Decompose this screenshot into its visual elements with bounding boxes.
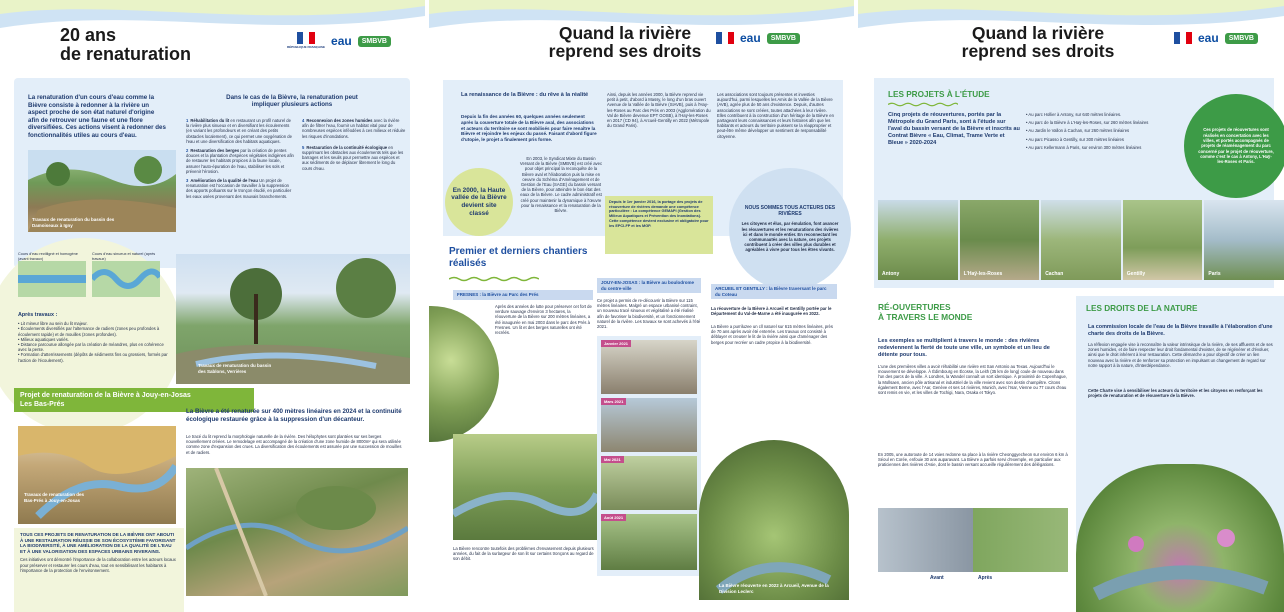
monde-text: L'une des premières villes a avoir réhabilité une rivière est San Antonio au Texas. Aujourd'hui le mouvement se développe. À Édimbourg en Écosse, la Leith (35 km de long) coule de nouveau dans l'un des parcs de la ville. À Londres, la Wandel connaît un sort identique. À proximité de Copenhague, la Mollsaen, ancien pôle artisanal et industriel de la ville revient avec son destin champêtre. Citons également Berne, avec l'Aar, Genève et ses 14 rivières, Munich, avec l'Isar, Vienne ou 77 cours d'eau sont remis en vie, et les villes de Tochigi, Nara, Osaka et Tokyo. xyxy=(878,364,1067,396)
action-item: 1 Réhabilitation du lit en restaurant un profil naturel de la rivière plus sinueux et en diversifiant les écoulements (en variant les profondeurs et en créant des petits obstacles localement), ce qui permet une oxygénation de l'eau et une diversification des habitats aquatiques. xyxy=(186,118,292,144)
list-item: • Au parc Hollier à Antony, sur 640 mètres linéaires. xyxy=(1026,112,1176,117)
arcueil-text-2: La Bièvre a purriluzee un cll naturel sur 615 mètres linéaires, près de 70 ans après avoir été enterrée. Les travaux ont consisté à déblayer et creuser le lit de la rivière ainsi que d'aménager des berges pour recréer un cadre propice à la biodiversité. xyxy=(711,324,833,345)
apres-label: Après xyxy=(978,575,993,581)
diagram-after: Cours d'eau sinueux et naturel (après travaux) xyxy=(92,252,160,302)
action-item: 3 Amélioration de la qualité de l'eau Un projet de renaturation est l'occasion de travailler à la suppression des apports polluants sur le tronçon étudié, en particulier les eaux usées provenant des mauvais branchements. xyxy=(186,178,292,199)
partner-logos xyxy=(716,32,800,44)
republique-logo xyxy=(1174,32,1192,44)
photo-caption: Travaux de renaturation du bassin des Sablons, Verrières xyxy=(198,363,272,374)
monde-lead: Les exemples se multiplient à travers le monde : des rivières redeviennent la fierté de toute une ville, un symbole et un lieu de détente pour tous. xyxy=(878,338,1050,358)
meander-diagram xyxy=(18,252,168,363)
photo-caption: Travaux de renaturation des Bas-Prés à Jouy-en-Josas xyxy=(24,492,85,503)
list-item: • Écoulements diversifiés par l'alternance de radiers (zones peu profondes à écoulement rapide) et de mouilles (zones profondes). xyxy=(18,326,168,336)
page-title: Quand la rivière reprend ses droits xyxy=(548,23,702,62)
action-item: 2 Restauration des berges par la création de pentes douces et la plantation d'espèces végétales indigènes afin de restaurer les habitats propices à la faune locale, assurer l'auto-épuration de l'eau, stabiliser les sols et prévenir l'érosion. xyxy=(186,148,294,174)
list-item: • Lit mineur libre au sein du lit majeur. xyxy=(18,321,168,326)
photo-antony: Antony xyxy=(878,200,958,280)
col3-text: Les associations sont toujours présentes et investies aujourd'hui, parmi lesquelles les Amis de la Vallée de la Bièvre (AVB), agrée plus de 50 ans d'existence. Depuis, d'autres associations se sont créées, toutes attachées à leur rivière. Elles contribuent à la construction d'un héritage de la Bièvre en partageant leurs connaissances et leurs histoires afin que les habitants et acteurs du territoire puissent se la réapproprier et peut-être même développer un sentiment de responsabilité citoyenne. xyxy=(717,92,834,139)
actions-col-1 xyxy=(186,118,294,199)
renaissance-text: Depuis la fin des années 60, quelques années seulement après la couverture totale de la Bièvre aval, des associations et acteurs du territoire se sont mobilisés pour faire renaître la Bièvre et rejoindre les enjeux du passé. Faisant d'abord figure d'utopie, le projet a finalement pris forme. xyxy=(461,114,597,143)
col2-text: Ainsi, depuis les années 2000, la Bièvre reprend vie petit à petit, d'abord à Massy, le long d'un bras ouvert Avenue de la Vallée de la Bièvre (SIAVB), puis à l'Hay-les-Roses au Parc des Prés en 2003 (Agglomération du Val de Bièvre devenue EPT GOSB), à l'Haÿ-les-Roses en 2017 (CD 94), à Arcueil-Gentilly en 2022 (Métropole du Grand Paris). xyxy=(607,92,711,129)
photo-sablons xyxy=(176,254,410,384)
smbvb-logo: SMBVB xyxy=(1225,33,1258,44)
timeline-photos xyxy=(597,336,701,576)
droits-text: La réflexion engagée vise à reconnaître la valeur intrinsèque de la rivière, de ses affluents et de ses zones humides, et de faire respecter leur droit fondamental d'exister, de se régénérer et d'évoluer, ainsi que le droit inhérent à leur restauration. Cette démarche a pour objectif de créer un lien nouveau avec la rivière et de renforcer sa protection en impulsant un changement de regard sur notre rapport à la nature, d'interdépendance. xyxy=(1088,342,1273,368)
title-line-1: 20 ans xyxy=(60,25,117,45)
acteurs-title: NOUS SOMMES TOUS ACTEURS DES RIVIÈRES xyxy=(744,205,836,218)
droits-heading: LES DROITS DE LA NATURE xyxy=(1086,304,1198,313)
acteurs-circle xyxy=(729,168,851,290)
list-item: • Distance parcourue allongée par la création de méandres, plus en cohérence avec la pente. xyxy=(18,342,168,352)
photo-paris: Paris xyxy=(1204,200,1284,280)
project-text: Le tracé du lit reprend la morphologie naturelle de la rivière. Des hélophytes sont plantées sur ses berges nouvellement créées. Le remodelage est accompagné de la création d'une zone humide de 8000m² qui sera utilisée comme zone d'expansion des crues. La diversification des écoulements est assurée par une succession de mouilles et de radiers. xyxy=(186,434,402,455)
diagram-before: Cours d'eau rectiligné et homogène (avant travaux) xyxy=(18,252,86,302)
concertation-circle: Ces projets de réouvertures sont réalisés en concertation avec les villes, et portés accompagnés de projets de réaménagement du parc concerné par le projet de réouverture, comme c'est le cas à Antony, L'Haÿ-les-Roses et Paris. xyxy=(1184,94,1284,198)
photo-fresnes-river xyxy=(453,434,597,540)
partner-logos xyxy=(1174,32,1258,44)
photo-lhay: L'Haÿ-les-Roses xyxy=(960,200,1040,280)
photo-gentilly: Gentilly xyxy=(1123,200,1203,280)
panel-20-ans xyxy=(0,0,425,612)
action-item: 4 Reconnexion des zones humides avec la rivière afin de filtrer l'eau, fournir un habitat vital pour de nombreuses espèces inféodées à ces milieux et réduire les risques d'inondations. xyxy=(302,118,406,139)
date-label: Mai 2021 xyxy=(601,456,624,463)
after-heading: Après travaux : xyxy=(18,312,58,319)
avant-label: Avant xyxy=(930,575,944,581)
list-item: • Au parc Kellermann à Paris, sur environ 300 mètres linéaires xyxy=(1026,145,1176,150)
page-title: Quand la rivière reprend ses droits xyxy=(961,23,1115,62)
etude-lead: Cinq projets de réouvertures, portés par la Métropole du Grand Paris, sont à l'étude sur l'aval du bassin versant de la Bièvre et inscrits au Contrat Bièvre « Eau, Climat, Trame Verte et Bleue » 2020-2024 xyxy=(888,112,1020,146)
wave-divider xyxy=(449,276,539,282)
jouy-tag: JOUY-EN-JOSAS : la Bièvre au boulodrome du centre-ville xyxy=(597,278,701,293)
after-list xyxy=(18,321,168,363)
list-item: • Au parc Picasso à Gentilly, sur 300 mètres linéaires xyxy=(1026,137,1176,142)
photo-mar-2021 xyxy=(601,398,697,452)
arcueil-text: La réouverture de la Bièvre à Arcueil et Gentilly portée par le Département du Val-de-Marne a été inaugurée en 2022. xyxy=(711,306,832,317)
droits-text-2: Cette Charte vise à sensibiliser les acteurs du territoire et les citoyens en renforçant les projets de renaturation et de réouverture de la Bièvre. xyxy=(1088,388,1263,399)
photo-may-2021 xyxy=(601,456,697,510)
etude-heading: LES PROJETS À L'ÉTUDE xyxy=(888,90,990,99)
conclusion-text: Ces initiatives ont démontré l'importance de la collaboration entre les acteurs locaux pour préserver et restaurer les cours d'eau, tout en sensibilisant les habitants à l'importance de la protection de l'environnement. xyxy=(20,557,176,573)
photo-strip xyxy=(878,200,1284,280)
monde-heading: RÉ-OUVERTURES À TRAVERS LE MONDE xyxy=(878,302,973,322)
partner-logos xyxy=(287,32,391,50)
fresnes-tag: FRESNES : la Bièvre au Parc des Prés xyxy=(453,290,593,300)
date-label: Mars 2021 xyxy=(601,398,626,405)
photo-damoiseaux xyxy=(28,150,176,232)
photo-caption: La Bièvre réouverte en 2022 à Arcueil, Avenue de la Division Leclerc xyxy=(719,583,829,594)
droits-lead: La commission locale de l'eau de la Bièvre travaille à l'élaboration d'une charte des droits de la Bièvre. xyxy=(1088,324,1273,337)
photo-fresnes-flowers xyxy=(429,306,499,442)
page-title xyxy=(60,26,191,64)
date-label: Janvier 2021 xyxy=(601,340,631,347)
panel-quand-la-riviere-2 xyxy=(858,0,1284,612)
acteurs-text: Les citoyens et élus, par émulation, font avancer les réouvertures et les renaturations des rivières ici et dans le monde entier. En reconnectant les communautés avec la nature, ces projets contribuent à créer des villes plus durables et agréables à vivre pour tous les êtres vivants. xyxy=(741,221,839,253)
list-item: • Formation d'atterrissements (dépôts de sédiments fins ou grossiers, formés par l'action de l'écoulement). xyxy=(18,352,168,362)
wave-divider xyxy=(888,102,958,107)
etude-list xyxy=(1026,112,1176,150)
photo-nature xyxy=(1076,464,1284,612)
project-bar: Projet de renaturation de la Bièvre à Jouy-en-Josas Les Bas-Prés xyxy=(14,388,254,412)
seoul-text: En 2005, une autoroute de 14 voies redonne sa place à la rivière Cheonggyecheon sur environ 6 km à Séoul en Corée, enfouie 30 ans auparavant. La Bièvre a parfois servi d'exemple, en particulier aux praticiennes des rivières d'Asie, dont le bassin versant accueille régulièrement des délégations. xyxy=(878,452,1068,468)
photo-seoul-before-after xyxy=(878,508,1068,572)
site-classe-badge: En 2000, la Haute vallée de la Bièvre devient site classé xyxy=(445,168,513,236)
arcueil-tag: ARCUEIL ET GENTILLY : la Bièvre traversant le parc du Coteau xyxy=(711,284,837,299)
date-label: Août 2021 xyxy=(601,514,626,521)
panel-quand-la-riviere-1 xyxy=(429,0,854,612)
list-item: • Milieux aquatiques variés. xyxy=(18,337,168,342)
list-item: • Au parc de la Bièvre à L'Haÿ-les-Roses, sur 260 mètres linéaires xyxy=(1026,120,1176,125)
photo-cachan: Cachan xyxy=(1041,200,1121,280)
photo-aerial xyxy=(186,468,408,596)
photo-aug-2021 xyxy=(601,514,697,570)
fresnes-caption: La Bièvre rencontre toutefois des problèmes d'envasement depuis plusieurs années, du fait de la surlargeur de son lit sur certains tronçons au regard de son débit. xyxy=(453,546,594,562)
fresnes-text: Après des années de lutte pour préserver cet fort de verdure sauvage d'environ 3 hectares, la réouverture de la Bièvre sur 200 mètres linéaires, a été inaugurée en mai 2003 dans le parc des Prés à Fresnes. Un lit et des berges naturelles ont été recréés. xyxy=(495,304,592,336)
chantiers-heading: Premier et derniers chantiers réalisés xyxy=(449,246,588,269)
jouy-text: Ce projet a permis de re-découvrir la Bièvre sur 115 mètres linéaires. Malgré un espace urbanisé contraint, un nouveau tracé sinueux et végétalisé a été réalisé afin de favoriser la biodiversité, et un fonctionnement naturel de la rivière. Les travaux se sont achevés à l'été 2021. xyxy=(597,298,701,330)
republique-logo xyxy=(716,32,734,44)
eau-logo: eau xyxy=(331,33,352,48)
intro-text: La renaturation d'un cours d'eau comme la Bièvre consiste à redonner à la rivière un aspect proche de son état naturel d'origine afin de retrouver une faune et une flore diversifiées. Ces actions visent à redonner des fonctionnalités utiles au cours d'eau. xyxy=(28,94,166,139)
title-line-2: de renaturation xyxy=(60,43,192,64)
photo-arcueil xyxy=(699,440,849,600)
actions-heading: Dans le cas de la Bièvre, la renaturation peut impliquer plusieurs actions xyxy=(226,94,358,109)
republique-logo: RÉPUBLIQUE FRANÇAISE xyxy=(287,32,325,50)
photo-caption: Travaux de renaturation du bassin des Damoiseaux à Igny xyxy=(32,217,115,228)
eau-logo: eau xyxy=(1198,30,1219,45)
project-lead: La Bièvre a été renaturée sur 400 mètres linéaires en 2024 et la continuité écologique restaurée grâce à la suppression d'un décanteur. xyxy=(186,408,402,423)
gemapi-box: Depuis le 1er janvier 2016, la portage des projets de réouverture de rivières demande une compétence particulière : La compétence GEMAPI (Gestion des Milieux Aquatiques et Prévention des Inondations). Cette compétence devient exclusive et obligatoire pour les EPCI-FP et les MGP. xyxy=(605,196,713,254)
conclusion-heading: TOUS CES PROJETS DE RENATURATION DE LA BIÈVRE ONT ABOUTI À UNE RESTAURATION RÉUSSIE DE SON ÉCOSYSTÈME FAVORISANT LA BIODIVERSITÉ, À UNE AMÉLIORATION DE LA QUALITÉ DE L'EAU ET À UNE VALORISATION DES ESPACES URBAINS RIVERAINS. xyxy=(20,532,176,554)
photo-jan-2021 xyxy=(601,340,697,394)
text-2003: En 2003, le Syndicat Mixte du Bassin Versant de la Bièvre (SMBVB) est créé avec pour objet principal la reconquête de la Bièvre aval et l'élaboration puis la mise en oeuvre du Schéma d'Aménagement et de Gestion de l'Eau (SAGE) du bassin versant de la Bièvre, pour atteindre le bon état des eaux de la Bièvre. Le cadre administratif est créé pour maintenir la dynamique à l'œuvre pour la renaissance et la renaturation de la Bièvre. xyxy=(519,156,603,214)
actions-col-2 xyxy=(302,118,406,171)
renaissance-heading: La renaissance de la Bièvre : du rêve à la réalité xyxy=(461,92,589,98)
smbvb-logo: SMBVB xyxy=(358,36,391,47)
eau-logo: eau xyxy=(740,30,761,45)
list-item: • Au Jardin le Vallon à Cachan, sur 260 mètres linéaires xyxy=(1026,128,1176,133)
conclusion-box xyxy=(14,528,184,612)
smbvb-logo: SMBVB xyxy=(767,33,800,44)
photo-bas-pres xyxy=(18,426,176,524)
action-item: 5 Restauration de la continuité écologique en supprimant les obstacles aux écoulements tels que les barrages et les seuils pour permettre aux espèces et aux sédiments de se déplacer librement le long du cours d'eau. xyxy=(302,144,404,171)
